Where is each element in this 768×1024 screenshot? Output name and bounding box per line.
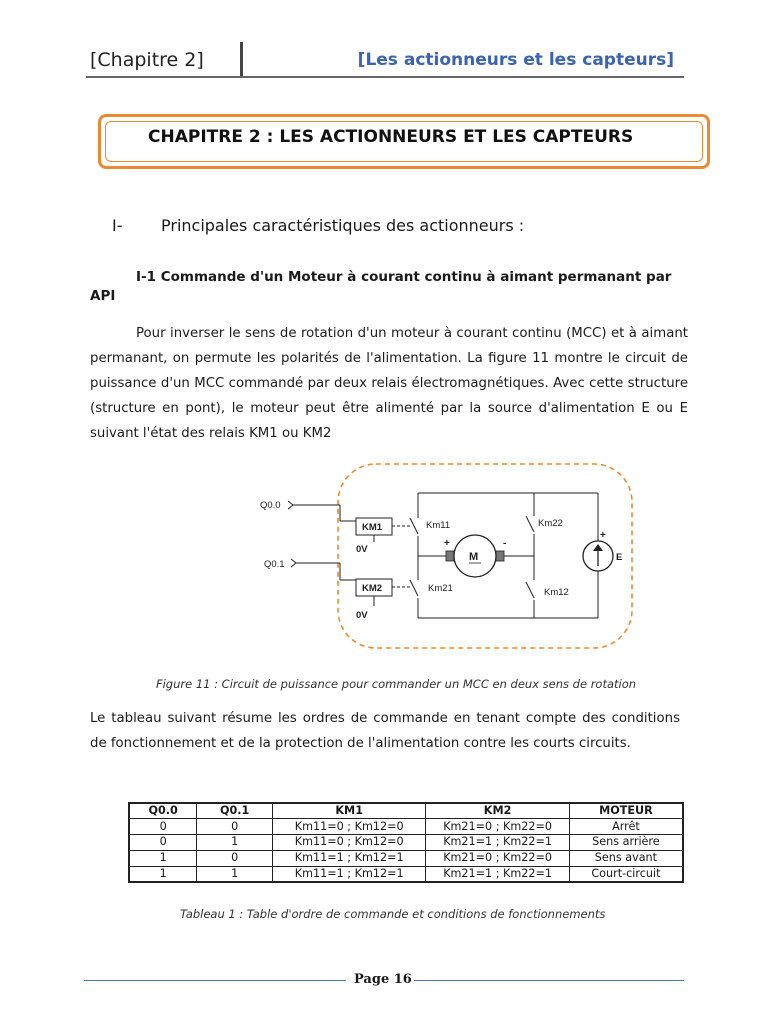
footer-rule-right xyxy=(414,980,684,981)
switch-km11-label: Km11 xyxy=(426,520,451,531)
header-chapter: [Chapitre 2] xyxy=(90,49,204,71)
table-cell: Km21=0 ; Km22=0 xyxy=(426,850,569,866)
section-title: Principales caractéristiques des actionneurs : xyxy=(161,216,525,235)
table-cell: 1 xyxy=(129,866,197,882)
table-cell: Km11=1 ; Km12=1 xyxy=(273,850,426,866)
table-header-km2: KM2 xyxy=(426,803,569,819)
table-cell: 0 xyxy=(197,850,273,866)
switch-km11 xyxy=(410,518,418,534)
header-rule xyxy=(86,76,684,78)
table-cell: 1 xyxy=(197,835,273,851)
table-cell: 0 xyxy=(197,819,273,835)
switch-km12 xyxy=(526,582,534,598)
motor-minus-label: - xyxy=(503,538,507,549)
footer-rule-left xyxy=(84,980,346,981)
table-header-q00: Q0.0 xyxy=(129,803,197,819)
relay-km1-label: KM1 xyxy=(362,522,383,533)
motor-terminal-left xyxy=(446,551,454,561)
table-cell: Sens avant xyxy=(569,850,683,866)
table-cell: Km11=1 ; Km12=1 xyxy=(273,866,426,882)
table-cell: 0 xyxy=(129,835,197,851)
table-cell: Arrêt xyxy=(569,819,683,835)
table-cell: 1 xyxy=(129,850,197,866)
relay-km2-label: KM2 xyxy=(362,583,383,594)
source-plus-label: + xyxy=(600,530,606,541)
circuit-diagram xyxy=(250,460,640,655)
paragraph-table-intro: Le tableau suivant résume les ordres de commande en tenant compte des conditions de fonctionnement et de la protection de l'alimentation contre les courts circuits. xyxy=(90,711,680,751)
switch-km21 xyxy=(410,580,418,596)
table-row xyxy=(129,819,683,835)
motor-terminal-right xyxy=(496,551,504,561)
switch-km21-label: Km21 xyxy=(428,583,453,594)
paragraph-intro xyxy=(90,321,688,446)
table-caption: Tableau 1 : Table d'ordre de commande et conditions de fonctionnements xyxy=(180,907,606,921)
table-cell: 0 xyxy=(129,819,197,835)
table-row xyxy=(129,866,683,882)
table-cell: Km11=0 ; Km12=0 xyxy=(273,835,426,851)
page-number: Page 16 xyxy=(354,972,412,987)
table-cell: Km21=1 ; Km22=1 xyxy=(426,866,569,882)
switch-km12-label: Km12 xyxy=(544,587,569,598)
table-header-km1: KM1 xyxy=(273,803,426,819)
section-number: I- xyxy=(112,216,123,235)
table-header-q01: Q0.1 xyxy=(197,803,273,819)
table-header-moteur: MOTEUR xyxy=(569,803,683,819)
subsection-title: I-1 Commande d'un Moteur à courant continu à aimant permanant par API xyxy=(90,269,672,304)
table-cell: Court-circuit xyxy=(569,866,683,882)
table-row xyxy=(129,835,683,851)
motor-label: M xyxy=(469,551,479,563)
figure-caption: Figure 11 : Circuit de puissance pour commander un MCC en deux sens de rotation xyxy=(156,677,637,691)
page-title: CHAPITRE 2 : LES ACTIONNEURS ET LES CAPTEURS xyxy=(148,127,634,147)
paragraph-intro-text: Pour inverser le sens de rotation d'un moteur à courant continu (MCC) et à aimant permanant, on permute les polarités de l'alimentation. La figure 11 montre le circuit de puissance d'un MCC commandé par deux relais électromagnétiques. Avec cette structure (structure en pont), le moteur peut être alimenté par la source d'alimentation E ou E suivant l'état des relais KM1 ou KM2 xyxy=(90,326,688,441)
motor-plus-label: + xyxy=(444,538,450,549)
switch-km22-label: Km22 xyxy=(538,518,563,529)
input-q01-label: Q0.1 xyxy=(264,559,285,570)
ground-2-label: 0V xyxy=(356,610,368,621)
command-table xyxy=(128,802,684,883)
source-label: E xyxy=(616,552,623,563)
header-divider xyxy=(240,42,243,76)
table-cell: Km21=0 ; Km22=0 xyxy=(426,819,569,835)
header-subject: [Les actionneurs et les capteurs] xyxy=(357,50,674,70)
table-row xyxy=(129,850,683,866)
table-cell: Km11=0 ; Km12=0 xyxy=(273,819,426,835)
ground-1-label: 0V xyxy=(356,544,368,555)
switch-km22 xyxy=(526,516,534,532)
table-cell: Km21=1 ; Km22=1 xyxy=(426,835,569,851)
table-cell: 1 xyxy=(197,866,273,882)
input-q00-label: Q0.0 xyxy=(260,500,281,511)
table-header-row xyxy=(129,803,683,819)
table-cell: Sens arrière xyxy=(569,835,683,851)
